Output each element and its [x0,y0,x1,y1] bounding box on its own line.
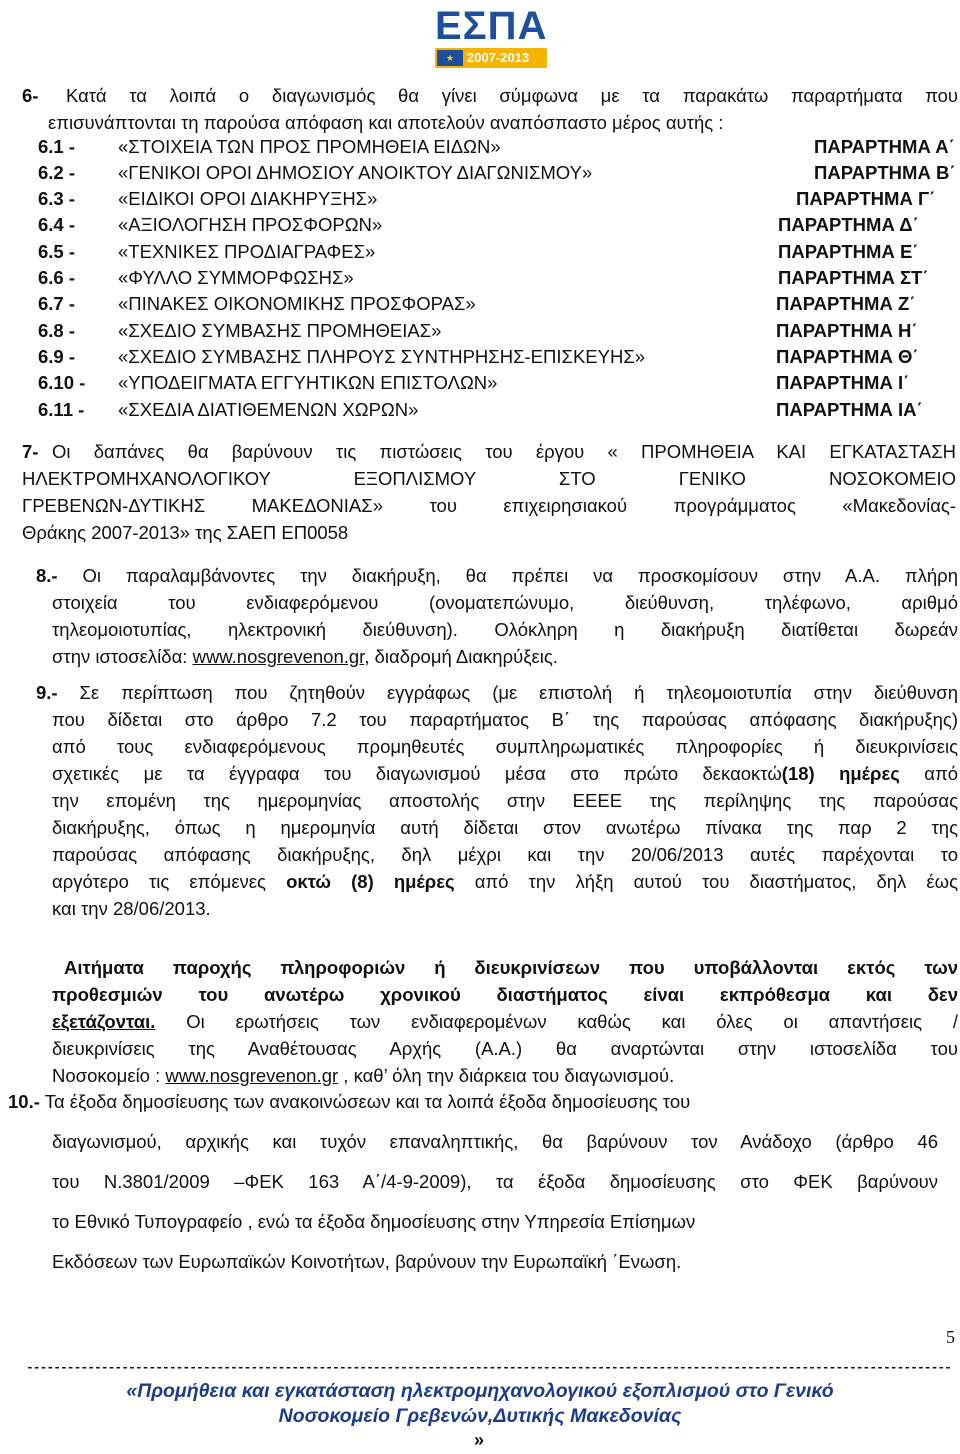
section-9-text: παρούσας απόφασης διακήρυξης, δηλ μέχρι και την 20/06/2013 αυτές παρέχονται το [52,844,958,865]
annex-number: 6.3 - [38,188,76,209]
logo-years: 2007-2013 [467,50,530,65]
annex-label: «ΠΙΝΑΚΕΣ ΟΙΚΟΝΟΜΙΚΗΣ ΠΡΟΣΦΟΡΑΣ» [118,293,476,314]
annex-label: «ΣΧΕΔΙΑ ΔΙΑΤΙΘΕΜΕΝΩΝ ΧΩΡΩΝ» [118,399,419,420]
section-7-text: Οι δαπάνες θα βαρύνουν τις πιστώσεις του έργου « ΠΡΟΜΗΘΕΙΑ ΚΑΙ ΕΓΚΑΤΑΣΤΑΣΗ [52,441,956,462]
annex-item [38,346,960,373]
website-link[interactable]: www.nosgrevenon.gr [192,646,365,667]
annex-label: «ΥΠΟΔΕΙΓΜΑΤΑ ΕΓΓΥΗΤΙΚΩΝ ΕΠΙΣΤΟΛΩΝ» [118,372,498,393]
notice-bold: εξετάζονται. [52,1011,156,1032]
section-7-text: Θράκης 2007-2013» της ΣΑΕΠ ΕΠ0058 [22,522,349,543]
section-10-number: 10.- [8,1091,40,1112]
section-9-bold: (18) ημέρες [781,763,900,784]
annex-number: 6.10 - [38,372,86,393]
section-10-text: το Εθνικό Τυπογραφείο , ενώ τα έξοδα δημοσίευσης στην Υπηρεσία Επίσημων [52,1211,696,1232]
notice-text: Αιτήματα παροχής πληροφοριών ή διευκρινίσεων που υποβάλλονται εκτός των [64,957,958,978]
annex-id: ΠΑΡΑΡΤΗΜΑ Γ΄ [796,188,936,209]
annex-id: ΠΑΡΑΡΤΗΜΑ ΙΑ΄ [776,399,923,420]
section-6-intro-2 [48,109,958,136]
annex-item [38,267,960,294]
footer-title-line: Νοσοκομείο Γρεβενών,Δυτικής Μακεδονίας [278,1405,682,1427]
section-9-text: από [899,763,959,784]
annex-number: 6.9 - [38,346,76,367]
section-7-line [52,438,956,465]
section-8-number: 8.- [36,565,58,586]
annex-id: ΠΑΡΑΡΤΗΜΑ ΣΤ΄ [778,267,929,288]
annex-item [38,320,960,347]
section-9-text: διακήρυξης, όπως η ημερομηνία αυτή δίδεται στον ανωτέρω πίνακα της παρ 2 της [52,817,958,838]
annex-id: ΠΑΡΑΡΤΗΜΑ Ι΄ [776,372,910,393]
section-6-intro [66,82,958,109]
section-7-text: ΗΛΕΚΤΡΟΜΗΧΑΝΟΛΟΓΙΚΟΥ ΕΞΟΠΛΙΣΜΟΥ ΣΤΟ ΓΕΝΙΚΟ ΝΟΣΟΚΟΜΕΙΟ [22,468,956,489]
notice-first [64,954,958,981]
annex-item [38,399,960,426]
annex-item [38,136,960,163]
section-9-text: που δίδεται στο άρθρο 7.2 του παραρτήματος Β΄ της παρούσας απόφασης διακήρυξης) [52,709,958,730]
annex-id: ΠΑΡΑΡΤΗΜΑ Α΄ [814,136,955,157]
page-number: 5 [946,1327,955,1347]
annex-id: ΠΑΡΑΡΤΗΜΑ Ε΄ [778,241,919,262]
annex-item [38,372,960,399]
annex-label: «ΑΞΙΟΛΟΓΗΣΗ ΠΡΟΣΦΟΡΩΝ» [118,214,383,235]
annex-item [38,214,960,241]
annex-item [38,293,960,320]
notice-text: Οι ερωτήσεις των ενδιαφερομένων καθώς και όλες οι απαντήσεις / [155,1011,958,1032]
annex-item [38,162,960,189]
section-7-number: 7- [22,441,39,462]
annex-number: 6.5 - [38,241,76,262]
website-link[interactable]: www.nosgrevenon.gr [165,1065,339,1086]
annex-label: «ΓΕΝΙΚΟΙ ΟΡΟΙ ΔΗΜΟΣΙΟΥ ΑΝΟΙΚΤΟΥ ΔΙΑΓΩΝΙΣΜΟΥ» [118,162,593,183]
notice-text: Νοσοκομείο : [52,1065,166,1086]
annex-number: 6.6 - [38,267,76,288]
annex-label: «ΣΧΕΔΙΟ ΣΥΜΒΑΣΗΣ ΠΡΟΜΗΘΕΙΑΣ» [118,320,442,341]
logo-title: ΕΣΠΑ [435,4,548,48]
section-7-body [22,465,956,546]
section-10-body [52,1128,938,1286]
section-10 [8,1088,956,1115]
section-9-number: 9.- [36,682,58,703]
annex-number: 6.2 - [38,162,76,183]
section-6-intro-line: επισυνάπτονται τη παρούσα απόφαση και αποτελούν αναπόσπαστο μέρος αυτής : [48,112,724,133]
section-9-body [52,706,958,922]
annex-item [38,188,960,215]
section-8 [36,562,958,589]
annex-id: ΠΑΡΑΡΤΗΜΑ Δ΄ [778,214,919,235]
espa-logo [435,4,547,70]
section-10-text: διαγωνισμού, αρχικής και τυχόν επαναληπτικής, θα βαρύνουν τον Ανάδοχο (άρθρο 46 [52,1131,938,1152]
section-9-text: και την 28/06/2013. [52,898,211,919]
section-10-text: Εκδόσεων των Ευρωπαϊκών Κοινοτήτων, βαρύνουν την Ευρωπαϊκή ΄Ενωση. [52,1251,682,1272]
section-8-text: Οι παραλαμβάνοντες την διακήρυξη, θα πρέπει να προσκομίσουν στην Α.Α. πλήρη [57,565,958,586]
footer-title-line: «Προμήθεια και εγκατάσταση ηλεκτρομηχανολογικού εξοπλισμού στο Γενικό [126,1380,834,1402]
section-9-bold: οκτώ (8) ημέρες [286,871,455,892]
footer-divider: ---------------------------------------------------------------------------------------------------------------------------------------- [26,1360,951,1375]
footer-closing-quote: » [474,1430,485,1450]
annex-id: ΠΑΡΑΡΤΗΜΑ Ζ΄ [776,293,916,314]
section-9-text: από την λήξη αυτού του διαστήματος, δηλ έως [454,871,958,892]
annex-label: «ΕΙΔΙΚΟΙ ΟΡΟΙ ΔΙΑΚΗΡΥΞΗΣ» [118,188,378,209]
section-9-text: σχετικές με τα έγγραφα του διαγωνισμού μέσα στο πρώτο δεκαοκτώ [52,763,782,784]
section-8-body [52,589,958,670]
annex-label: «ΣΤΟΙΧΕΙΑ ΤΩΝ ΠΡΟΣ ΠΡΟΜΗΘΕΙΑ ΕΙΔΩΝ» [118,136,501,157]
section-9-text: από τους ενδιαφερόμενους προμηθευτές συμπληρωματικές πληροφορίες ή διευκρινίσεις [52,736,958,757]
annex-number: 6.1 - [38,136,76,157]
notice-text: προθεσμιών του ανωτέρω χρονικού διαστήματος είναι εκπρόθεσμα και δεν [52,984,958,1005]
section-8-text: στην ιστοσελίδα: [52,646,193,667]
annex-number: 6.8 - [38,320,76,341]
section-7-text: ΓΡΕΒΕΝΩΝ-ΔΥΤΙΚΗΣ ΜΑΚΕΔΟΝΙΑΣ» του επιχειρησιακού προγράμματος «Μακεδονίας- [22,495,956,516]
annex-label: «ΤΕΧΝΙΚΕΣ ΠΡΟΔΙΑΓΡΑΦΕΣ» [118,241,376,262]
section-10-text: του Ν.3801/2009 –ΦΕΚ 163 Α΄/4-9-2009), τα έξοδα δημοσίευσης στο ΦΕΚ βαρύνουν [52,1171,938,1192]
section-6-number: 6- [22,85,39,106]
section-9-text: αργότερο τις επόμενες [52,871,287,892]
section-8-text: στοιχεία του ενδιαφερόμενου (ονοματεπώνυμο, διεύθυνση, τηλέφωνο, αριθμό [52,592,958,613]
notice-body [52,981,958,1089]
notice-text: διευκρινίσεις της Αναθέτουσας Αρχής (Α.Α.) θα αναρτώνται στην ιστοσελίδα του [52,1038,958,1059]
notice-text: , καθ’ όλη την διάρκεια του διαγωνισμού. [338,1065,675,1086]
annex-label: «ΣΧΕΔΙΟ ΣΥΜΒΑΣΗΣ ΠΛΗΡΟΥΣ ΣΥΝΤΗΡΗΣΗΣ-ΕΠΙΣΚΕΥΗΣ» [118,346,646,367]
section-8-text: τηλεομοιοτυπίας, ηλεκτρονική διεύθυνση). Ολόκληρη η διακήρυξη διατίθεται δωρεάν [52,619,958,640]
annex-label: «ΦΥΛΛΟ ΣΥΜΜΟΡΦΩΣΗΣ» [118,267,354,288]
eu-stars-icon: ★ [445,53,455,63]
section-9-text: Σε περίπτωση που ζητηθούν εγγράφως (με επιστολή ή τηλεομοιοτυπία στην διεύθυνση [57,682,958,703]
section-6-intro-line: Κατά τα λοιπά ο διαγωνισμός θα γίνει σύμφωνα με τα παρακάτω παραρτήματα που [66,85,958,106]
section-9 [36,679,958,706]
annex-number: 6.4 - [38,214,76,235]
annex-number: 6.11 - [38,399,85,420]
annex-item [38,241,960,268]
annex-id: ΠΑΡΑΡΤΗΜΑ Η΄ [776,320,918,341]
section-10-text: Τα έξοδα δημοσίευσης των ανακοινώσεων και τα λοιπά έξοδα δημοσίευσης του [39,1091,691,1112]
annex-id: ΠΑΡΑΡΤΗΜΑ Β΄ [814,162,956,183]
section-9-text: την επομένη της ημερομηνίας αποστολής στην ΕΕΕΕ της περίληψης της παρούσας [52,790,958,811]
annex-number: 6.7 - [38,293,76,314]
annex-id: ΠΑΡΑΡΤΗΜΑ Θ΄ [776,346,919,367]
section-8-text: , διαδρομή Διακηρύξεις. [364,646,558,667]
